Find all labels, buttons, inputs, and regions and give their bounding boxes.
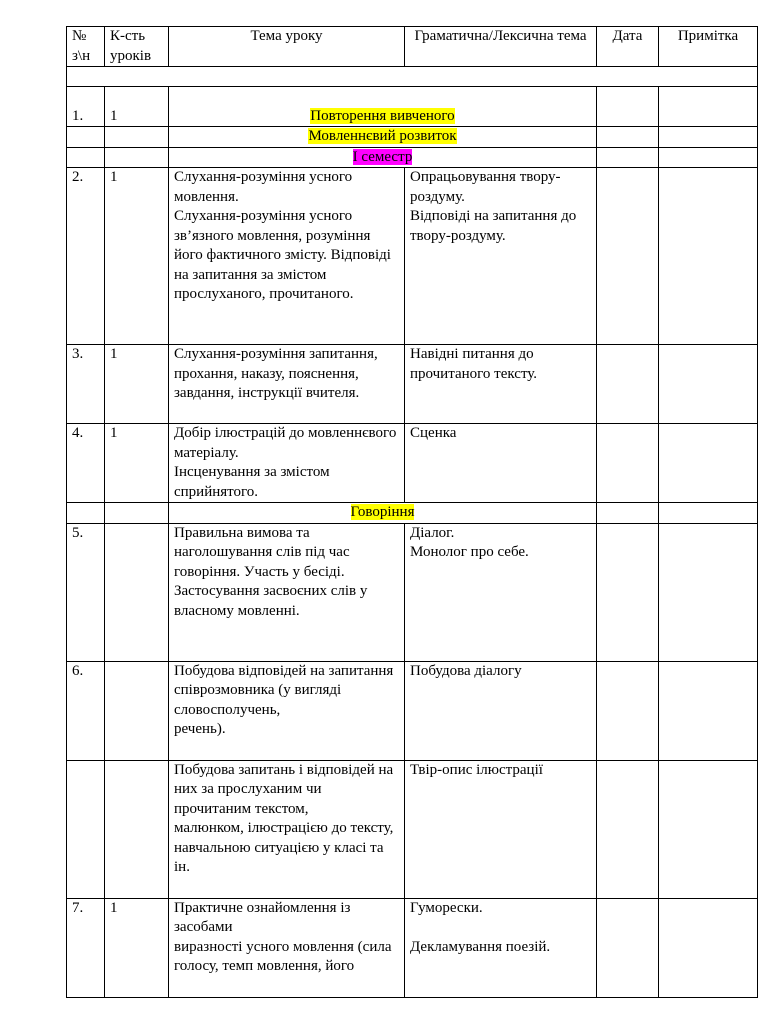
date-cell (597, 424, 659, 503)
empty-row (67, 67, 758, 87)
row-count: 1 (105, 345, 169, 424)
header-count: К-сть уроків (105, 27, 169, 67)
row-count (105, 523, 169, 661)
date-cell (597, 127, 659, 148)
row-num (67, 147, 105, 168)
section-row (67, 503, 758, 524)
row-num: 6. (67, 661, 105, 760)
row-num: 7. (67, 898, 105, 997)
header-row (67, 27, 758, 67)
row-count (105, 760, 169, 898)
table-row (67, 661, 758, 760)
note-cell (659, 760, 758, 898)
topic-cell (169, 87, 597, 127)
topic-cell: Слухання-розуміння запитання, прохання, наказу, пояснення, завдання, інструкції вчителя. (169, 345, 405, 424)
note-cell (659, 87, 758, 127)
note-cell (659, 523, 758, 661)
topic-cell: Добір ілюстрацій до мовленнєвого матеріалу. Інсценування за змістом сприйнятого. (169, 424, 405, 503)
section-speech-development: Мовленнєвий розвиток (308, 128, 457, 144)
date-cell (597, 898, 659, 997)
table-row (67, 760, 758, 898)
section-row (67, 127, 758, 148)
date-cell (597, 760, 659, 898)
row-count: 1 (105, 424, 169, 503)
note-cell (659, 661, 758, 760)
row-count (105, 503, 169, 524)
note-cell (659, 424, 758, 503)
row-num: 2. (67, 168, 105, 345)
row-num: 3. (67, 345, 105, 424)
note-cell (659, 147, 758, 168)
row-num: 5. (67, 523, 105, 661)
lesson-plan-table (66, 26, 758, 998)
note-cell (659, 127, 758, 148)
row-count: 1 (105, 168, 169, 345)
note-cell (659, 345, 758, 424)
row-count: 1 (105, 87, 169, 127)
section-speaking: Говоріння (350, 504, 415, 520)
grammar-cell: Опрацьовування твору-роздуму. Відповіді на запитання до твору-роздуму. (405, 168, 597, 345)
row-num: 4. (67, 424, 105, 503)
note-cell (659, 898, 758, 997)
grammar-cell: Сценка (405, 424, 597, 503)
note-cell (659, 503, 758, 524)
date-cell (597, 87, 659, 127)
row-count (105, 661, 169, 760)
date-cell (597, 503, 659, 524)
row-count (105, 147, 169, 168)
header-grammar: Граматична/Лексична тема (405, 27, 597, 67)
row-num (67, 503, 105, 524)
grammar-cell: Побудова діалогу (405, 661, 597, 760)
grammar-cell: Твір-опис ілюстрації (405, 760, 597, 898)
table-row (67, 523, 758, 661)
note-cell (659, 168, 758, 345)
section-review: Повторення вивченого (310, 107, 455, 124)
section-cell (169, 127, 597, 148)
date-cell (597, 147, 659, 168)
date-cell (597, 523, 659, 661)
row-count: 1 (105, 898, 169, 997)
section-cell (169, 503, 597, 524)
empty-cell (67, 67, 758, 87)
header-num: № з\н (67, 27, 105, 67)
grammar-cell: Навідні питання до прочитаного тексту. (405, 345, 597, 424)
section-cell (169, 147, 597, 168)
topic-cell: Правильна вимова та наголошування слів під час говоріння. Участь у бесіді. Застосування засвоєних слів у власному мовленні. (169, 523, 405, 661)
table-row (67, 424, 758, 503)
date-cell (597, 168, 659, 345)
topic-cell: Слухання-розуміння усного мовлення. Слухання-розуміння усного зв’язного мовлення, розуміння його фактичного змісту. Відповіді на запитання за змістом прослуханого, прочитаного. (169, 168, 405, 345)
header-date: Дата (597, 27, 659, 67)
grammar-cell: Гуморески. Декламування поезій. (405, 898, 597, 997)
table-row (67, 898, 758, 997)
section-semester: І семестр (352, 148, 413, 165)
row-num: 1. (67, 87, 105, 127)
date-cell (597, 661, 659, 760)
row-num (67, 760, 105, 898)
topic-cell: Побудова відповідей на запитання співрозмовника (у вигляді словосполучень, речень). (169, 661, 405, 760)
header-topic: Тема уроку (169, 27, 405, 67)
topic-cell: Побудова запитань і відповідей на них за прослуханим чи прочитаним текстом, малюнком, ілюстрацією до тексту, навчальною ситуацією у класі та ін. (169, 760, 405, 898)
header-note: Примітка (659, 27, 758, 67)
grammar-cell: Діалог. Монолог про себе. (405, 523, 597, 661)
section-row (67, 147, 758, 168)
table-row (67, 87, 758, 127)
table-row (67, 345, 758, 424)
row-count (105, 127, 169, 148)
row-num (67, 127, 105, 148)
date-cell (597, 345, 659, 424)
topic-cell: Практичне ознайомлення із засобами виразності усного мовлення (сила голосу, темп мовлення, його (169, 898, 405, 997)
table-row (67, 168, 758, 345)
